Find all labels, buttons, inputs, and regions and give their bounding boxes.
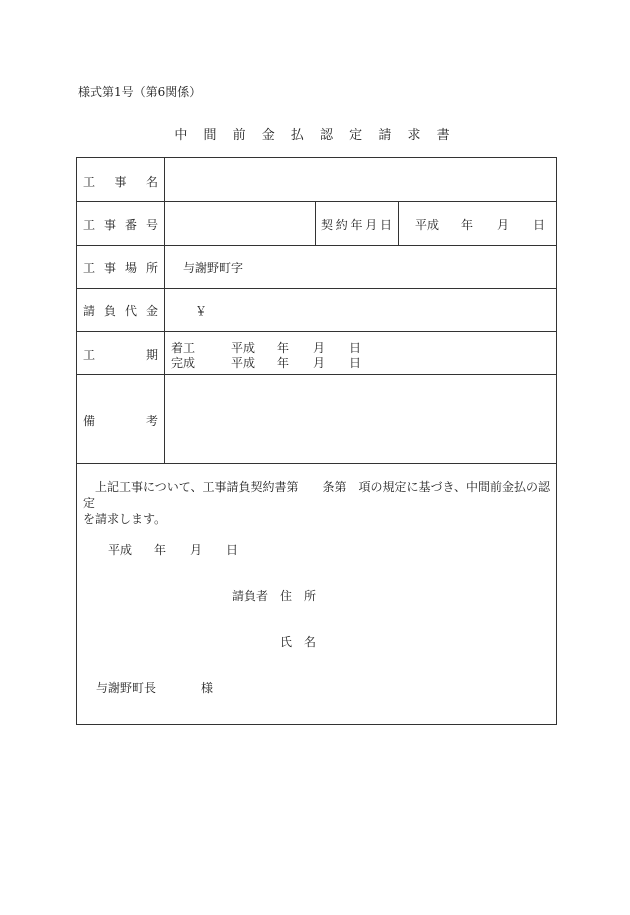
work-location-label: 工 事 場 所 [83, 261, 158, 275]
contractor-name-label: 氏 名 [280, 635, 317, 649]
document-title: 中 間 前 金 払 認 定 請 求 書 [174, 128, 456, 143]
contract-amount-field[interactable]: ￥ [195, 304, 208, 318]
label-column-divider [164, 158, 165, 463]
work-number-label: 工 事 番 号 [83, 218, 158, 232]
request-statement [83, 479, 553, 527]
row-divider [77, 463, 556, 464]
contract-amount-label: 請 負 代 金 [83, 304, 158, 318]
row-divider [77, 288, 556, 289]
work-period-label: 工 期 [83, 348, 158, 362]
contract-date-field[interactable]: 平成 年 月 日 [415, 218, 546, 232]
cell-divider [398, 201, 399, 245]
recipient-honorific: 様 [201, 681, 214, 695]
form-reference: 様式第1号（第6関係） [78, 85, 202, 99]
request-statement-line-2: を請求します。 [83, 512, 167, 526]
work-name-label: 工 事 名 [83, 175, 158, 189]
work-location-field[interactable]: 与謝野町字 [183, 261, 244, 275]
recipient-label: 与謝野町長 [96, 681, 157, 695]
row-divider [77, 374, 556, 375]
contractor-label: 請負者 [232, 589, 269, 603]
work-end-date[interactable]: 完成 平成 年 月 日 [171, 356, 362, 370]
request-statement-line-1: 上記工事について、工事請負契約書第 条第 項の規定に基づき、中間前金払の認定 [83, 480, 551, 510]
request-form-table [76, 157, 557, 725]
contractor-address-label: 住 所 [280, 589, 317, 603]
work-start-date[interactable]: 着工 平成 年 月 日 [171, 341, 362, 355]
row-divider [77, 331, 556, 332]
row-divider [77, 245, 556, 246]
contract-date-label: 契 約 年 月 日 [321, 218, 392, 232]
request-date[interactable]: 平成 年 月 日 [108, 543, 239, 557]
remarks-label: 備 考 [83, 414, 158, 428]
cell-divider [315, 201, 316, 245]
row-divider [77, 201, 556, 202]
